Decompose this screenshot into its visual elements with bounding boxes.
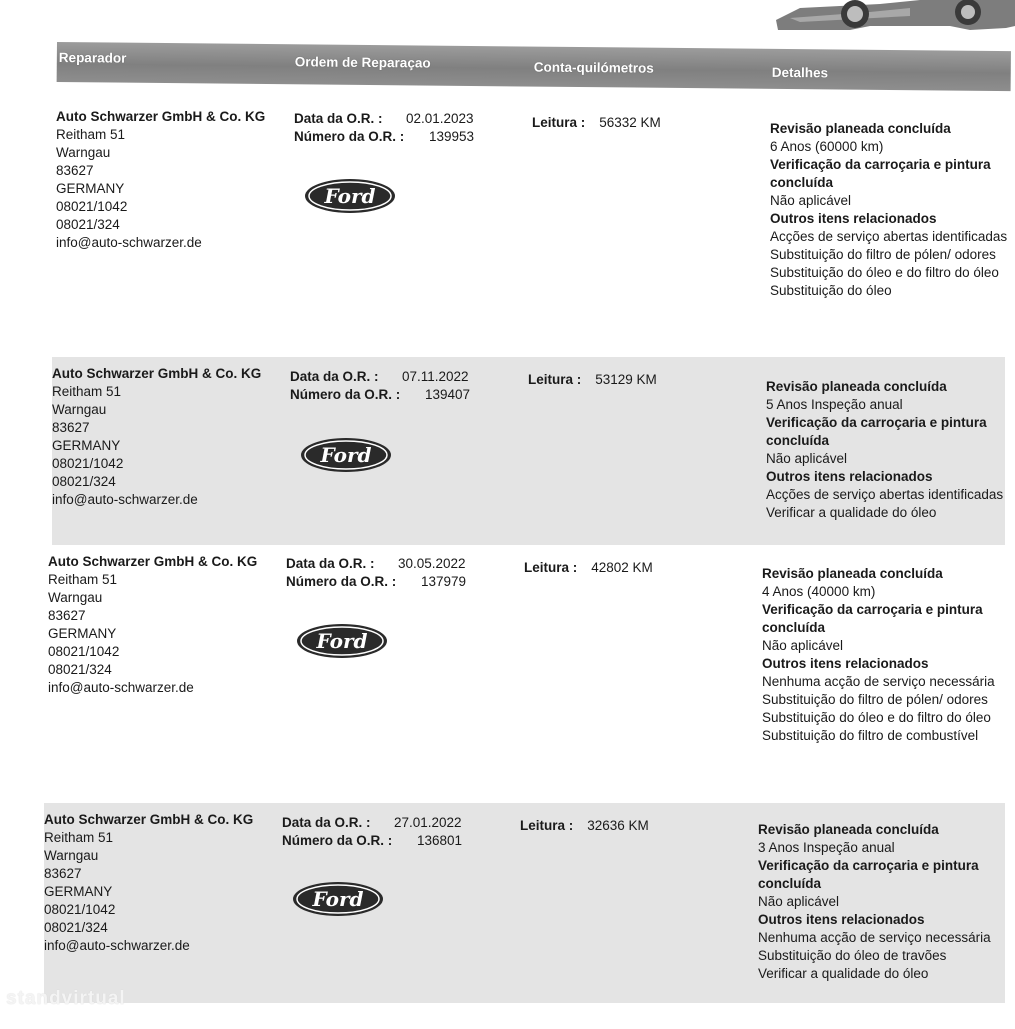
- order-number-label: Número da O.R. :: [282, 833, 393, 848]
- odometer-value: 53129 KM: [595, 372, 657, 387]
- repair-order-block: [286, 555, 486, 591]
- order-number-value: 136801: [417, 833, 463, 848]
- odometer-label: Leitura :: [532, 115, 586, 130]
- order-number-row: [286, 573, 486, 591]
- repairer-phone2: 08021/324: [44, 920, 108, 935]
- details-item: Nenhuma acção de serviço necessária: [762, 674, 995, 689]
- order-number-row: [290, 386, 490, 404]
- order-date-value: 07.11.2022: [402, 369, 469, 384]
- details-item: 4 Anos (40000 km): [762, 584, 876, 599]
- details-item: Substituição do filtro de pólen/ odores: [770, 247, 996, 262]
- service-record: [52, 357, 1005, 545]
- order-date-row: [290, 368, 490, 386]
- watermark: standvirtual: [6, 988, 126, 1009]
- details-item: 3 Anos Inspeção anual: [758, 840, 895, 855]
- order-date-value: 02.01.2023: [406, 111, 474, 126]
- details-item: Substituição do óleo e do filtro do óleo: [762, 710, 991, 725]
- repairer-phone2: 08021/324: [56, 217, 120, 232]
- order-date-value: 30.05.2022: [398, 556, 466, 571]
- details-heading: Revisão planeada concluída: [766, 379, 947, 394]
- repairer-block: [56, 108, 265, 252]
- ford-logo: [300, 437, 392, 473]
- repairer-name: Auto Schwarzer GmbH & Co. KG: [44, 812, 254, 827]
- repairer-block: [48, 553, 257, 697]
- order-number-label: Número da O.R. :: [290, 387, 401, 402]
- repairer-name: Auto Schwarzer GmbH & Co. KG: [56, 109, 266, 124]
- ford-logo-text: Ford: [320, 443, 372, 467]
- repairer-country: GERMANY: [44, 884, 113, 899]
- odometer-value: 42802 KM: [591, 560, 653, 575]
- details-heading: Revisão planeada concluída: [770, 121, 951, 136]
- order-number-value: 139407: [425, 387, 471, 402]
- repairer-phone2: 08021/324: [48, 662, 112, 677]
- repairer-block: [44, 811, 253, 955]
- order-number-label: Número da O.R. :: [294, 129, 405, 144]
- ford-logo-text: Ford: [316, 629, 368, 653]
- repairer-street: Reitham 51: [52, 384, 122, 399]
- details-item: Substituição do óleo: [770, 283, 892, 298]
- odometer-value: 56332 KM: [599, 115, 661, 130]
- repairer-phone1: 08021/1042: [52, 456, 124, 471]
- header-order: Ordem de Reparaçao: [294, 54, 431, 71]
- order-number-value: 139953: [429, 129, 475, 144]
- repair-order-block: [290, 368, 490, 404]
- repairer-block: [52, 365, 261, 509]
- repairer-city: Warngau: [48, 590, 103, 605]
- odometer-value: 32636 KM: [587, 818, 649, 833]
- service-record: [48, 545, 1010, 803]
- repairer-zip: 83627: [52, 420, 90, 435]
- details-block: [762, 565, 1007, 745]
- order-number-row: [282, 832, 482, 850]
- odometer-block: [524, 559, 653, 577]
- details-item: Substituição do óleo de travões: [758, 948, 947, 963]
- ford-logo: [304, 178, 396, 214]
- service-record: [56, 100, 1010, 355]
- order-date-label: Data da O.R. :: [294, 111, 383, 126]
- odometer-block: [528, 371, 657, 389]
- repairer-phone1: 08021/1042: [56, 199, 128, 214]
- details-block: [770, 120, 1015, 300]
- repairer-phone1: 08021/1042: [44, 902, 116, 917]
- ford-logo: [296, 623, 388, 659]
- details-item: Substituição do filtro de pólen/ odores: [762, 692, 988, 707]
- order-date-label: Data da O.R. :: [282, 815, 371, 830]
- odometer-label: Leitura :: [524, 560, 578, 575]
- details-item: Verificar a qualidade do óleo: [758, 966, 929, 981]
- repairer-zip: 83627: [44, 866, 82, 881]
- repairer-city: Warngau: [44, 848, 99, 863]
- odometer-block: [532, 114, 661, 132]
- repairer-email: info@auto-schwarzer.de: [52, 492, 198, 507]
- details-item: Não aplicável: [758, 894, 840, 909]
- details-heading: Revisão planeada concluída: [762, 566, 943, 581]
- order-date-row: [282, 814, 482, 832]
- details-heading: Outros itens relacionados: [758, 912, 925, 927]
- order-number-row: [294, 128, 494, 146]
- details-heading: Outros itens relacionados: [770, 211, 937, 226]
- header-details: Detalhes: [771, 64, 829, 81]
- ford-logo-text: Ford: [312, 887, 364, 911]
- details-item: Acções de serviço abertas identificadas: [766, 487, 1004, 502]
- repair-order-block: [282, 814, 482, 850]
- order-date-label: Data da O.R. :: [286, 556, 375, 571]
- details-item: 6 Anos (60000 km): [770, 139, 884, 154]
- details-heading: Revisão planeada concluída: [758, 822, 939, 837]
- details-heading: Outros itens relacionados: [766, 469, 933, 484]
- details-block: [758, 821, 1003, 983]
- details-item: Não aplicável: [770, 193, 852, 208]
- repairer-country: GERMANY: [48, 626, 117, 641]
- repairer-street: Reitham 51: [44, 830, 114, 845]
- order-number-label: Número da O.R. :: [286, 574, 397, 589]
- table-header: [57, 42, 1011, 91]
- odometer-block: [520, 817, 649, 835]
- repairer-email: info@auto-schwarzer.de: [56, 235, 202, 250]
- repairer-name: Auto Schwarzer GmbH & Co. KG: [52, 366, 262, 381]
- details-item: Não aplicável: [762, 638, 844, 653]
- ford-logo: [292, 881, 384, 917]
- order-date-row: [286, 555, 486, 573]
- repairer-city: Warngau: [52, 402, 107, 417]
- repairer-country: GERMANY: [52, 438, 121, 453]
- details-block: [766, 378, 1011, 522]
- service-record: [44, 803, 1005, 1003]
- details-item: Não aplicável: [766, 451, 848, 466]
- details-item: Substituição do óleo e do filtro do óleo: [770, 265, 999, 280]
- odometer-label: Leitura :: [528, 372, 582, 387]
- order-date-value: 27.01.2022: [394, 815, 462, 830]
- repairer-name: Auto Schwarzer GmbH & Co. KG: [48, 554, 258, 569]
- repairer-phone1: 08021/1042: [48, 644, 120, 659]
- repairer-email: info@auto-schwarzer.de: [48, 680, 194, 695]
- details-heading: Outros itens relacionados: [762, 656, 929, 671]
- repairer-email: info@auto-schwarzer.de: [44, 938, 190, 953]
- repair-order-block: [294, 110, 494, 146]
- details-heading: Verificação da carroçaria e pintura concluída: [758, 858, 979, 891]
- details-item: Verificar a qualidade do óleo: [766, 505, 937, 520]
- details-item: Substituição do filtro de combustível: [762, 728, 979, 743]
- details-item: Nenhuma acção de serviço necessária: [758, 930, 991, 945]
- odometer-label: Leitura :: [520, 818, 574, 833]
- details-item: 5 Anos Inspeção anual: [766, 397, 903, 412]
- repairer-street: Reitham 51: [56, 127, 126, 142]
- order-date-row: [294, 110, 494, 128]
- header-repairer: Reparador: [58, 50, 127, 66]
- details-heading: Verificação da carroçaria e pintura concluída: [766, 415, 987, 448]
- repairer-city: Warngau: [56, 145, 111, 160]
- repairer-street: Reitham 51: [48, 572, 118, 587]
- repairer-zip: 83627: [56, 163, 94, 178]
- details-heading: Verificação da carroçaria e pintura concluída: [770, 157, 991, 190]
- details-item: Acções de serviço abertas identificadas: [770, 229, 1008, 244]
- repairer-zip: 83627: [48, 608, 86, 623]
- repairer-phone2: 08021/324: [52, 474, 116, 489]
- header-odometer: Conta-quilómetros: [533, 59, 654, 76]
- repairer-country: GERMANY: [56, 181, 125, 196]
- order-date-label: Data da O.R. :: [290, 369, 379, 384]
- details-heading: Verificação da carroçaria e pintura concluída: [762, 602, 983, 635]
- ford-logo-text: Ford: [324, 184, 376, 208]
- vehicle-image: [770, 0, 1015, 40]
- order-number-value: 137979: [421, 574, 467, 589]
